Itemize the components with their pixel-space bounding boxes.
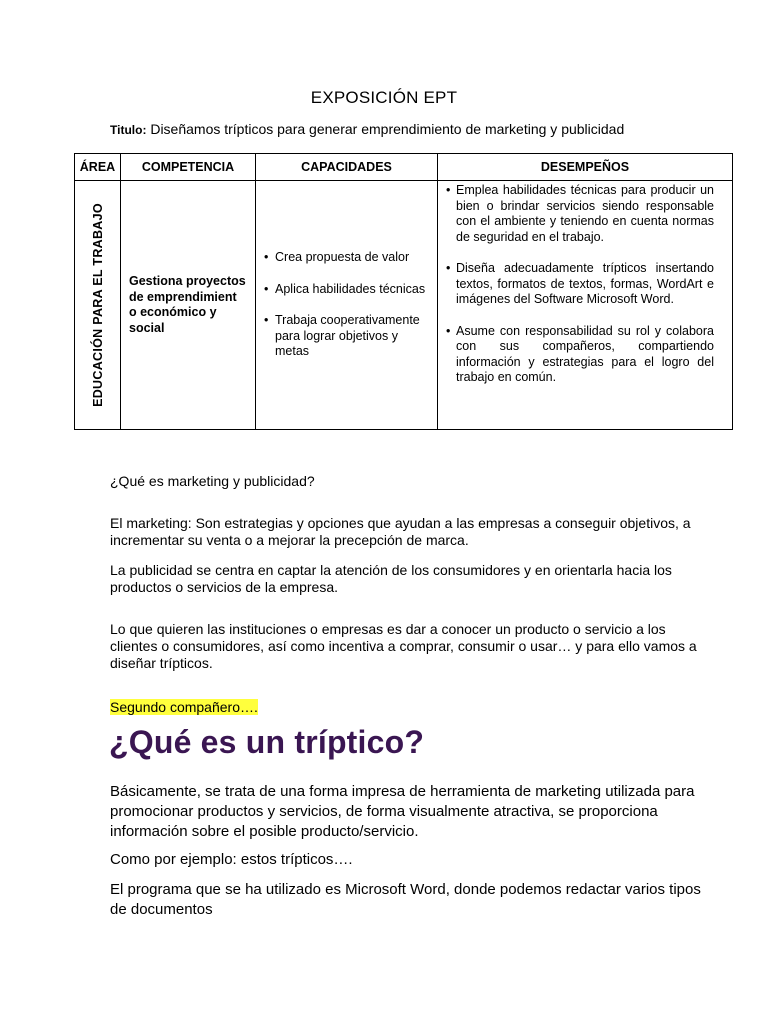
capacidad-text: Trabaja cooperativamente para lograr objetivos y metas bbox=[275, 313, 420, 359]
question-marketing: ¿Qué es marketing y publicidad? bbox=[110, 473, 315, 489]
header-area: ÁREA bbox=[75, 154, 121, 181]
area-label: EDUCACIÓN PARA EL TRABAJO bbox=[90, 203, 105, 407]
curriculum-table bbox=[74, 153, 733, 430]
capacidad-text: Aplica habilidades técnicas bbox=[275, 281, 426, 296]
ejemplo-paragraph: Como por ejemplo: estos trípticos…. bbox=[110, 851, 353, 868]
list-item bbox=[446, 183, 714, 245]
desempeno-text: Diseña adecuadamente trípticos insertando textos, formatos de textos, formas, WordArt e imágenes del Software Microsoft Word. bbox=[456, 261, 714, 306]
bullet-icon: • bbox=[446, 323, 451, 338]
header-desempenos: DESEMPEÑOS bbox=[438, 154, 733, 181]
table-header-row bbox=[75, 154, 733, 181]
header-competencia: COMPETENCIA bbox=[121, 154, 256, 181]
subtitle-label: Titulo: bbox=[110, 123, 147, 137]
instituciones-paragraph: Lo que quieren las instituciones o empresas es dar a conocer un producto o servicio a los clientes o consumidores, así como incentiva a comprar, consumir o usar… y para ello vamos a diseñar trípticos. bbox=[110, 621, 697, 671]
triptico-heading: ¿Qué es un tríptico? bbox=[109, 724, 425, 760]
highlighted-text: Segundo compañero…. bbox=[110, 699, 258, 715]
competencia-cell: Gestiona proyectos de emprendimient o económico y social bbox=[121, 181, 256, 430]
marketing-definition: El marketing: Son estrategias y opciones que ayudan a las empresas a conseguir objetivos, a incrementar su venta o a mejorar la precepción de marca. bbox=[110, 515, 691, 548]
bullet-icon: • bbox=[264, 281, 269, 296]
desempenos-list bbox=[446, 183, 714, 386]
list-item bbox=[446, 324, 714, 386]
basicamente-paragraph: Básicamente, se trata de una forma impresa de herramienta de marketing utilizada para promocionar productos y servicios, de forma visualmente atractiva, se proporciona información sobre el posible producto/servicio. bbox=[110, 783, 695, 840]
list-item bbox=[446, 261, 714, 308]
bullet-icon: • bbox=[264, 313, 269, 328]
desempenos-cell bbox=[438, 181, 733, 430]
subtitle-text: Diseñamos trípticos para generar emprendimiento de marketing y publicidad bbox=[150, 121, 625, 137]
segundo-companero-note bbox=[110, 699, 710, 716]
capacidad-text: Crea propuesta de valor bbox=[275, 250, 410, 265]
capacidades-list bbox=[264, 250, 431, 360]
desempeno-text: Emplea habilidades técnicas para producir un bien o brindar servicios siendo responsable con el ambiente y teniendo en cuenta normas de seguridad en el trabajo. bbox=[456, 183, 714, 244]
list-item bbox=[264, 282, 431, 298]
bullet-icon: • bbox=[446, 261, 451, 275]
desempeno-text: Asume con responsabilidad su rol y colabora con sus compañeros, compartiendo información y estrategias para el logro del trabajo en común. bbox=[456, 323, 714, 384]
programa-paragraph: El programa que se ha utilizado es Microsoft Word, donde podemos redactar varios tipos de documentos bbox=[110, 881, 701, 918]
document-subtitle bbox=[110, 121, 624, 137]
bullet-icon: • bbox=[264, 250, 269, 265]
bullet-icon: • bbox=[446, 183, 451, 197]
list-item bbox=[264, 250, 431, 266]
publicidad-definition: La publicidad se centra en captar la atención de los consumidores y en orientarla hacia los productos o servicios de la empresa. bbox=[110, 562, 672, 595]
document-title: EXPOSICIÓN EPT bbox=[310, 88, 458, 107]
area-cell bbox=[75, 181, 121, 430]
header-capacidades: CAPACIDADES bbox=[256, 154, 438, 181]
table-row bbox=[75, 181, 733, 430]
list-item bbox=[264, 313, 431, 360]
capacidades-cell bbox=[256, 181, 438, 430]
